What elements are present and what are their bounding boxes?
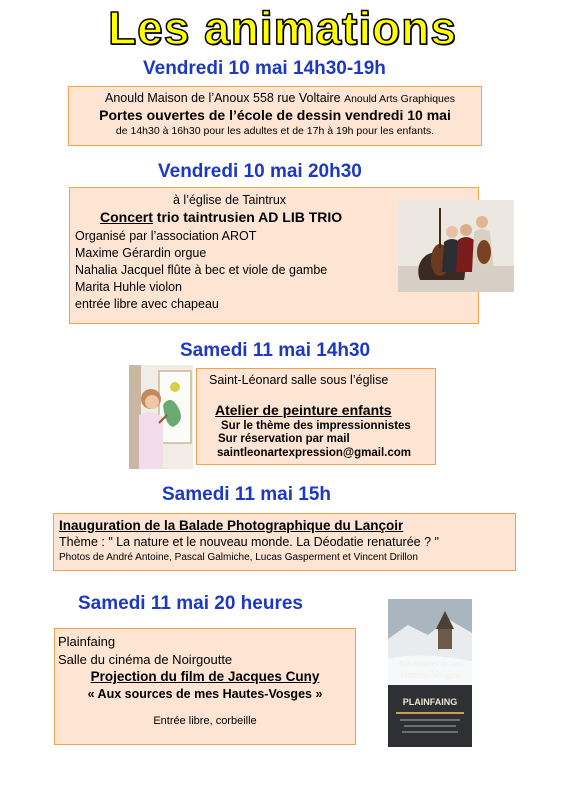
film-poster	[388, 599, 472, 747]
poster-text-line	[400, 719, 460, 721]
event-3-line: Sur réservation par mail	[218, 433, 350, 445]
event-box-3	[196, 368, 436, 465]
event-5-line: Salle du cinéma de Noirgoutte	[58, 652, 233, 667]
event-3-headline: Atelier de peinture enfants	[215, 402, 392, 418]
poster-text-line	[404, 725, 456, 727]
event-date-3: Samedi 11 mai 14h30	[180, 340, 371, 361]
event-5-headline: Projection du film de Jacques Cuny	[90, 669, 320, 684]
poster-title-2: Hautes-Vosges	[400, 670, 460, 681]
event-1-headline: Portes ouvertes de l’école de dessin vendredi 10 mai	[99, 107, 451, 123]
event-box-1	[68, 86, 482, 146]
event-5-line: Plainfaing	[58, 634, 116, 649]
event-1-details: de 14h30 à 16h30 pour les adultes et de 17h à 19h pour les enfants.	[115, 125, 435, 137]
event-4-credits: Photos de André Antoine, Pascal Galmiche, Lucas Gasperment et Vincent Drillon	[59, 552, 418, 563]
poster-title-1: Aux Sources de mes	[397, 659, 463, 668]
event-2-line: Marita Huhle violon	[75, 280, 182, 294]
event-5-footer: Entrée libre, corbeille	[153, 715, 257, 727]
event-date-2: Vendredi 10 mai 20h30	[158, 161, 362, 182]
painting-child-photo	[129, 365, 193, 469]
event-date-4: Samedi 11 mai 15h	[162, 484, 331, 505]
event-2-headline-rest: trio taintrusien AD LIB TRIO	[152, 209, 343, 225]
event-date-1: Vendredi 10 mai 14h30-19h	[143, 58, 386, 79]
event-3-email: saintleonartexpression@gmail.com	[217, 447, 411, 459]
poster-place: PLAINFAING	[402, 697, 458, 707]
page-title: Les animations	[108, 2, 457, 54]
event-3-line: Sur le thème des impressionnistes	[221, 420, 411, 432]
event-2-headline-concert: Concert	[100, 209, 153, 225]
event-2-line: Nahalia Jacquel flûte à bec et viole de gambe	[75, 263, 328, 277]
event-4-theme: Thème : " La nature et le nouveau monde. La Déodatie renaturée ? "	[59, 535, 439, 549]
event-4-headline: Inauguration de la Balade Photographique du Lançoir	[59, 518, 404, 533]
event-2-line: Organisé par l’association AROT	[75, 229, 257, 243]
event-2-headline	[100, 209, 342, 225]
event-2-line: entrée libre avec chapeau	[75, 297, 219, 311]
event-5-subtitle: « Aux sources de mes Hautes-Vosges »	[87, 687, 323, 701]
event-box-4	[53, 513, 516, 571]
event-box-5	[54, 628, 356, 745]
trio-photo	[398, 200, 514, 292]
event-1-location-extra: Anould Arts Graphiques	[344, 93, 455, 105]
event-date-5: Samedi 11 mai 20 heures	[78, 593, 303, 614]
event-2-line: Maxime Gérardin orgue	[75, 246, 207, 260]
event-1-location: Anould Maison de l’Anoux 558 rue Voltaire	[105, 91, 341, 105]
event-2-location: à l’église de Taintrux	[173, 193, 287, 207]
event-3-location: Saint-Léonard salle sous l’église	[209, 373, 389, 387]
poster-text-line	[402, 731, 458, 733]
poster-divider	[396, 712, 464, 714]
